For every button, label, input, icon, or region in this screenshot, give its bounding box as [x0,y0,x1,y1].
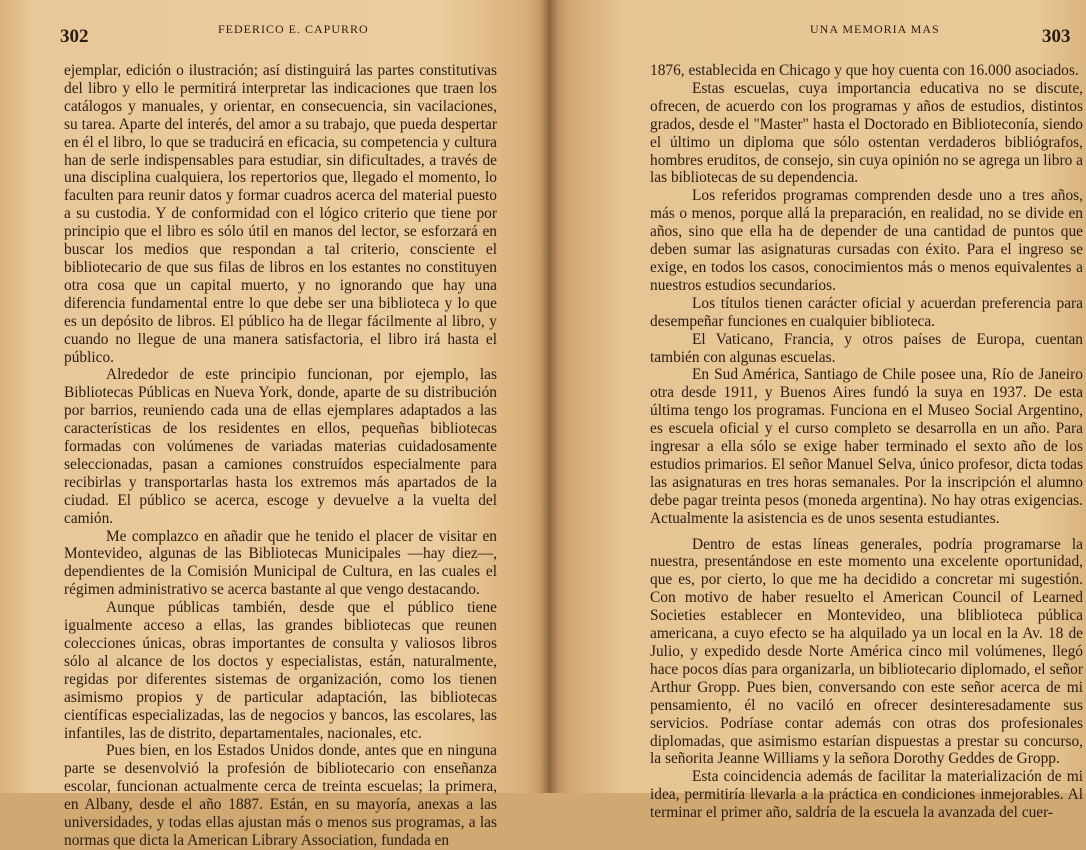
body-text-right [650,62,1083,822]
paragraph: Alrededor de este principio funcionan, por ejemplo, las Bibliotecas Públicas en Nueva York, donde, aparte de su distribución por barrios, reuniendo cada una de ellas ejemplares adaptados a las características de los residentes en ellos, pequeñas bibliotecas formadas con volúmenes de variadas materias cuidadosamente seleccionadas, pasan a camiones construídos especialmente para recibirlas y transportarlas hasta los extremos más apartados de la ciudad. El público se acerca, escoge y devuelve a la vuelta del camión. [64,366,497,527]
body-text-left [64,62,497,850]
paragraph: En Sud América, Santiago de Chile posee una, Río de Janeiro otra desde 1911, y Buenos Aires fundó la suya en 1937. De esta última tengo los programas. Funciona en el Museo Social Argentino, es escuela oficial y el curso completo se desarrolla en un año. Para ingresar a ella sólo se exige haber terminado el sexto año de los estudios primarios. El señor Manuel Selva, único profesor, dicta todas las asignaturas en tres horas semanales. Por la inscripción el alumno debe pagar treinta pesos (moneda argentina). No hay otras exigencias. Actualmente la asistencia es de unos sesenta estudiantes. [650,366,1083,527]
book-gutter-shadow [540,0,558,793]
paragraph: Aunque públicas también, desde que el público tiene igualmente acceso a ellas, las grandes bibliotecas que reunen colecciones únicas, obras importantes de consulta y valiosos libros sólo al alcance de los doctos y especialistas, están, naturalmente, regidas por diferentes sistemas de organización, como los tienen asimismo propios y de particular adaptación, las bibliotecas científicas especializadas, las de negocios y bancos, las escolares, las infantiles, las de distrito, departamentales, nacionales, etc. [64,599,497,742]
paragraph: Estas escuelas, cuya importancia educativa no se discute, ofrecen, de acuerdo con los programas y años de estudios, distintos grados, desde el "Master" hasta el Doctorado en Biblioteconía, siendo el último un diploma que sólo ostentan verdaderos bibliógrafos, hombres eruditos, de consejo, sin cuya opinión no se agrega un libro a las bibliotecas de su dependencia. [650,79,1083,187]
running-head-left: FEDERICO E. CAPURRO [218,22,369,36]
paragraph: Dentro de estas líneas generales, podría programarse la nuestra, presentándose en este momento una excelente oportunidad, que es, por cierto, lo que me ha decidido a concretar mi sugestión. Con motivo de haber resuelto el American Council of Learned Societies establecer en Montevideo, una bliblioteca pública americana, a cuyo efecto se ha alquilado ya un local en la Av. 18 de Julio, y expedido desde Norte América cinco mil volúmenes, llegó hace pocos días para organizarla, un bibliotecario diplomado, el señor Arthur Gropp. Pues bien, conversando con este señor acerca de mi pensamiento, él no vaciló en ofrecer desinteresadamente sus servicios. Podríase contar además con otras dos profesionales diplomadas, que asimismo estarían dispuestas a prestar su concurso, la señorita Jeanne Williams y la señora Dorothy Geddes de Gropp. [650,535,1083,768]
paragraph: El Vaticano, Francia, y otros países de Europa, cuentan también con algunas escuelas. [650,330,1083,366]
running-head-right: UNA MEMORIA MAS [810,22,940,36]
paragraph: Pues bien, en los Estados Unidos donde, antes que en ninguna parte se desenvolvió la profesión de bibliotecario con enseñanza escolar, funcionan actualmente cerca de treinta escuelas; la primera, en Albany, desde el año 1887. Están, en su mayoría, anexas a las universidades, y todas ellas ajustan más o menos sus programas, a las normas que dicta la American Library Association, fundada en [64,742,497,849]
paragraph: ejemplar, edición o ilustración; así distinguirá las partes constitutivas del libro y ello le permitirá interpretar las indicaciones que traen los catálogos y manuales, y orientar, en consecuencia, sin vacilaciones, su tarea. Aparte del interés, del amor a su trabajo, que pueda despertar en él el libro, lo que se traducirá en eficacia, su competencia y cultura han de serle indispensables para estudiar, sin dificultades, a través de una disciplina cualquiera, los repertorios que, llegado el momento, lo faculten para reunir datos y formar cuadros acerca del material puesto a su custodia. Y de conformidad con el lógico criterio que tiene por principio que el libro es sólo útil en manos del lector, se esforzará en buscar los medios que respondan a tal criterio, consciente el bibliotecario de que sus filas de libros en los estantes no constituyen otra cosa que un capital muerto, y no ignorando que hay una diferencia fundamental entre lo que debe ser una biblioteca y lo que es un depósito de libros. El público ha de llegar fácilmente al libro, y cuando no llegue de una manera satisfactoria, el libro irá hasta el público. [64,62,497,366]
paragraph: Los títulos tienen carácter oficial y acuerdan preferencia para desempeñar funciones en cualquier biblioteca. [650,294,1083,330]
right-page [548,0,1086,822]
page-number-left: 302 [60,26,89,47]
paragraph: 1876, establecida en Chicago y que hoy cuenta con 16.000 asociados. [650,62,1079,79]
paragraph: Los referidos programas comprenden desde uno a tres años, más o menos, porque allá la preparación, en realidad, no se divide en años, sino que ella ha de depender de una cantidad de puntos que deben sumar las asignaturas cursadas con éxito. Para el ingreso se exige, en todos los casos, conocimientos más o menos equivalentes a nuestros estudios secundarios. [650,187,1083,294]
paragraph: Me complazco en añadir que he tenido el placer de visitar en Montevideo, algunas de las Bibliotecas Municipales —hay diez—, dependientes de la Comisión Municipal de Cultura, en las cuales el régimen administrativo se acerca bastante al que vengo destacando. [64,527,497,599]
page-number-right: 303 [1042,26,1071,47]
paragraph: Esta coincidencia además de facilitar la materialización de mi idea, permitiría llevarla a la práctica en condiciones inmejorables. Al terminar el primer año, saldría de la escuela la avanzada del cuer- [650,768,1083,822]
